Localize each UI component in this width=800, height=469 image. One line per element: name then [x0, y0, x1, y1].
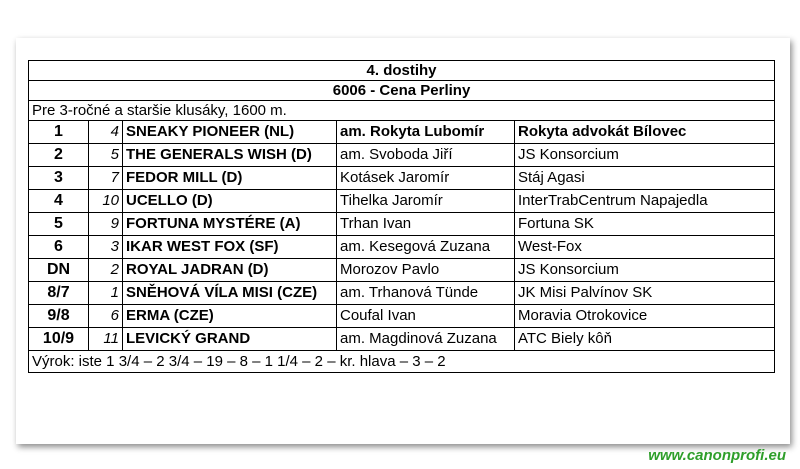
- result-row: [29, 190, 775, 213]
- horse-name-cell: SNĚHOVÁ VÍLA MISI (CZE): [123, 282, 337, 305]
- driver-cell: Kotásek Jaromír: [337, 167, 515, 190]
- place-cell: DN: [29, 259, 89, 282]
- start-number-cell: 11: [89, 328, 123, 351]
- horse-name-cell: ROYAL JADRAN (D): [123, 259, 337, 282]
- driver-cell: Tihelka Jaromír: [337, 190, 515, 213]
- result-row: [29, 282, 775, 305]
- start-number-cell: 5: [89, 144, 123, 167]
- race-title: 4. dostihy: [29, 61, 775, 81]
- place-cell: 9/8: [29, 305, 89, 328]
- result-row: [29, 167, 775, 190]
- start-number-cell: 9: [89, 213, 123, 236]
- place-cell: 5: [29, 213, 89, 236]
- place-cell: 8/7: [29, 282, 89, 305]
- owner-cell: ATC Biely kôň: [515, 328, 775, 351]
- owner-cell: Fortuna SK: [515, 213, 775, 236]
- race-conditions: Pre 3-ročné a staršie klusáky, 1600 m.: [29, 101, 775, 121]
- owner-cell: JS Konsorcium: [515, 144, 775, 167]
- driver-cell: Morozov Pavlo: [337, 259, 515, 282]
- horse-name-cell: UCELLO (D): [123, 190, 337, 213]
- race-verdict: Výrok: iste 1 3/4 – 2 3/4 – 19 – 8 – 1 1/4 – 2 – kr. hlava – 3 – 2: [29, 351, 775, 373]
- owner-cell: Rokyta advokát Bílovec: [515, 121, 775, 144]
- place-cell: 1: [29, 121, 89, 144]
- place-cell: 3: [29, 167, 89, 190]
- result-row: [29, 328, 775, 351]
- place-cell: 2: [29, 144, 89, 167]
- result-row: [29, 305, 775, 328]
- horse-name-cell: IKAR WEST FOX (SF): [123, 236, 337, 259]
- start-number-cell: 6: [89, 305, 123, 328]
- result-row: [29, 144, 775, 167]
- horse-name-cell: LEVICKÝ GRAND: [123, 328, 337, 351]
- results-table: [28, 60, 775, 373]
- place-cell: 6: [29, 236, 89, 259]
- horse-name-cell: FORTUNA MYSTÉRE (A): [123, 213, 337, 236]
- driver-cell: am. Rokyta Lubomír: [337, 121, 515, 144]
- owner-cell: JK Misi Palvínov SK: [515, 282, 775, 305]
- horse-name-cell: FEDOR MILL (D): [123, 167, 337, 190]
- result-row: [29, 236, 775, 259]
- start-number-cell: 4: [89, 121, 123, 144]
- owner-cell: West-Fox: [515, 236, 775, 259]
- race-subtitle: 6006 - Cena Perliny: [29, 81, 775, 101]
- driver-cell: am. Trhanová Tünde: [337, 282, 515, 305]
- owner-cell: Moravia Otrokovice: [515, 305, 775, 328]
- place-cell: 10/9: [29, 328, 89, 351]
- driver-cell: Trhan Ivan: [337, 213, 515, 236]
- start-number-cell: 3: [89, 236, 123, 259]
- horse-name-cell: ERMA (CZE): [123, 305, 337, 328]
- start-number-cell: 7: [89, 167, 123, 190]
- start-number-cell: 2: [89, 259, 123, 282]
- driver-cell: am. Kesegová Zuzana: [337, 236, 515, 259]
- horse-name-cell: SNEAKY PIONEER (NL): [123, 121, 337, 144]
- owner-cell: InterTrabCentrum Napajedla: [515, 190, 775, 213]
- horse-name-cell: THE GENERALS WISH (D): [123, 144, 337, 167]
- watermark: www.canonprofi.eu: [648, 447, 786, 464]
- result-row: [29, 121, 775, 144]
- start-number-cell: 1: [89, 282, 123, 305]
- driver-cell: am. Svoboda Jiří: [337, 144, 515, 167]
- driver-cell: am. Magdinová Zuzana: [337, 328, 515, 351]
- result-row: [29, 259, 775, 282]
- owner-cell: JS Konsorcium: [515, 259, 775, 282]
- owner-cell: Stáj Agasi: [515, 167, 775, 190]
- place-cell: 4: [29, 190, 89, 213]
- start-number-cell: 10: [89, 190, 123, 213]
- result-row: [29, 213, 775, 236]
- driver-cell: Coufal Ivan: [337, 305, 515, 328]
